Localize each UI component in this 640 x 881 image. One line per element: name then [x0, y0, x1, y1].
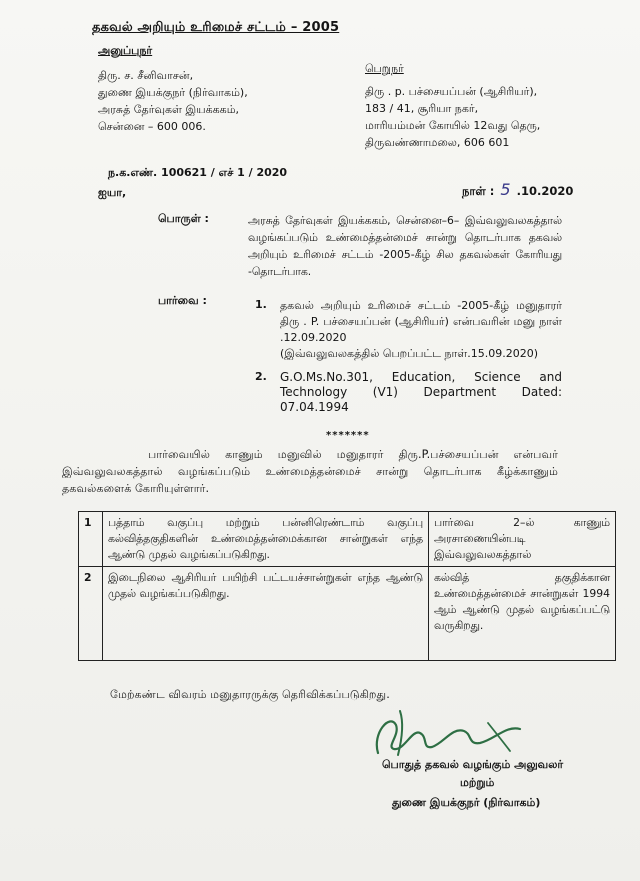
sender-block — [98, 42, 248, 135]
row-number: 2 — [79, 567, 103, 661]
sender-label: அனுப்புநர் — [98, 44, 153, 57]
sender-line: திரு. ச. சீனிவாசன், — [98, 69, 194, 82]
row-question: இடைநிலை ஆசிரியர் பயிற்சி பட்டயச்சான்றுகள் எந்த ஆண்டு முதல் வழங்கப்படுகிறது. — [103, 567, 429, 661]
sender-line: துணை இயக்குநர் (நிர்வாகம்), — [98, 86, 248, 99]
reference-number: ந.க.எண். 100621 / எச் 1 / 2020 — [108, 166, 288, 179]
document-title: தகவல் அறியும் உரிமைச் சட்டம் – 2005 — [92, 20, 340, 35]
separator: ******* — [326, 430, 370, 441]
recipient-label: பெறுநர் — [365, 62, 404, 75]
table-row — [79, 512, 616, 567]
subject-text: அரசுத் தேர்வுகள் இயக்ககம், சென்னை–6– இவ்வலுவலகத்தால் வழங்கப்படும் உண்மைத்தன்மைச் சான்று தொடர்பாக தகவல் அறியும் உரிமைச் சட்டம் -2005-கீழ் சில தகவல்கள் கோரியது -தொடர்பாக. — [248, 214, 562, 278]
recipient-line: திருவண்ணாமலை, 606 601 — [365, 136, 510, 149]
signatory-conjunction: மற்றும் — [460, 776, 495, 789]
sender-line: அரசுத் தேர்வுகள் இயக்ககம், — [98, 103, 240, 116]
signature-scribble — [360, 703, 530, 761]
reference-text-2: G.O.Ms.No.301, Education, Science and Technology (V1) Department Dated: 07.04.1994 — [280, 370, 562, 414]
subject-label: பொருள் : — [158, 212, 209, 225]
row-answer: பார்வை 2–ல் காணும் அரசாணையின்படி இவ்வலுவலகத்தால் — [429, 512, 616, 567]
date-value: .10.2020 — [516, 184, 574, 198]
body-paragraph: பார்வையில் காணும் மனுவில் மனுதாரர் திரு.P.பச்சையப்பன் என்பவர் இவ்வலுவலகத்தால் வழங்கப்படும் உண்மைத்தன்மைச் சான்று தொடர்பாக கீழ்க்காணும் தகவல்களைக் கோரியுள்ளார். — [62, 448, 558, 495]
table-row — [79, 567, 616, 661]
row-question: பத்தாம் வகுப்பு மற்றும் பன்னிரெண்டாம் வகுப்பு கல்வித்தகுதிகளின் உண்மைத்தன்மைக்கான சான்றுகள் எந்த ஆண்டு முதல் வழங்கப்படுகிறது. — [103, 512, 429, 567]
row-number: 1 — [79, 512, 103, 567]
salutation: ஐயா, — [98, 186, 127, 199]
information-table — [78, 511, 616, 661]
date-label: நாள் : — [462, 184, 495, 198]
reference-number-2: 2. — [255, 370, 267, 383]
letter-date — [462, 180, 573, 200]
reference-note-1: (இவ்வலுவலகத்தில் பெறப்பட்ட நாள்.15.09.2020) — [280, 347, 538, 360]
recipient-block — [365, 60, 540, 151]
row-answer: கல்வித் தகுதிக்கான உண்மைத்தன்மைச் சான்றுகள் 1994 ஆம் ஆண்டு முதல் வழங்கப்பட்டு வருகிறது. — [429, 567, 616, 661]
recipient-line: மாரியம்மன் கோயில் 12வது தெரு, — [365, 119, 541, 132]
references-label: பார்வை : — [158, 294, 207, 307]
reference-text-1: தகவல் அறியும் உரிமைச் சட்டம் -2005-கீழ் மனுதாரர் திரு . P. பச்சையப்பன் (ஆசிரியர்) என்பவரின் மனு நாள் .12.09.2020 — [280, 299, 562, 344]
signatory-title: பொதுத் தகவல் வழங்கும் அலுவலர் — [382, 758, 564, 771]
reference-number-1: 1. — [255, 298, 267, 311]
reference-item-1 — [280, 298, 562, 362]
closing-text: மேற்கண்ட விவரம் மனுதாரருக்கு தெரிவிக்கப்படுகிறது. — [110, 688, 390, 701]
date-handwritten-mark: 5 — [500, 180, 511, 199]
sender-line: சென்னை – 600 006. — [98, 120, 206, 133]
signatory-designation: துணை இயக்குநர் (நிர்வாகம்) — [392, 796, 541, 809]
recipient-line: 183 / 41, சூரியா நகர், — [365, 102, 479, 115]
recipient-line: திரு . p. பச்சையப்பன் (ஆசிரியர்), — [365, 85, 538, 98]
